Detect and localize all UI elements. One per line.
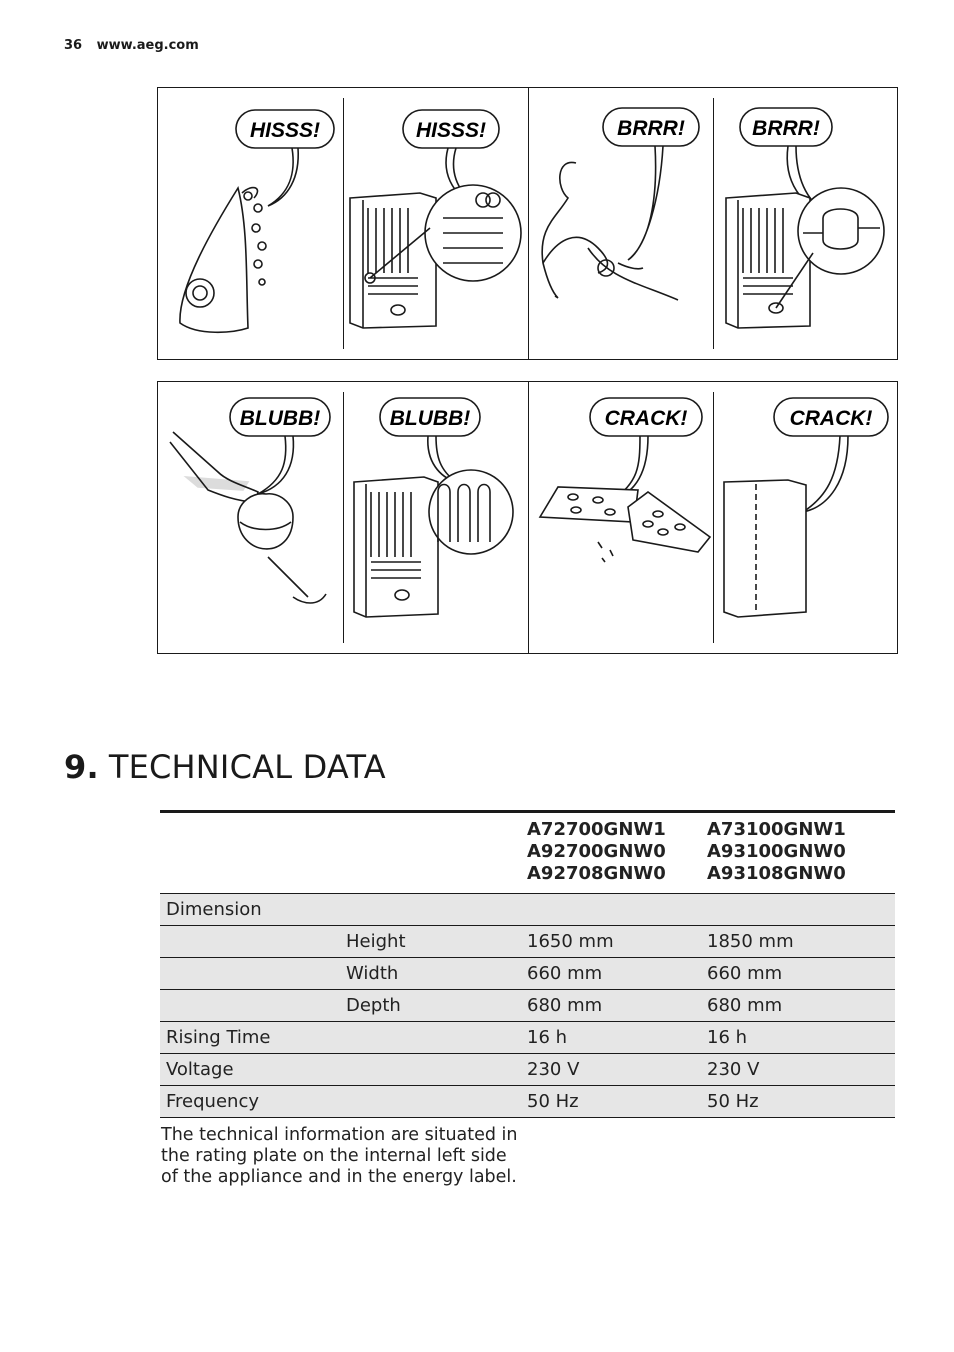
bubble-crack-2: CRACK! <box>789 407 873 430</box>
table-row <box>160 990 895 1022</box>
row-value-2 <box>701 894 895 926</box>
model-name: A92708GNW0 <box>527 863 666 884</box>
row-value-2: 230 V <box>701 1054 895 1086</box>
row-value-2: 1850 mm <box>701 926 895 958</box>
row-label: Voltage <box>160 1054 340 1086</box>
row-value-2: 16 h <box>701 1022 895 1054</box>
header-empty-cell <box>340 812 521 894</box>
table-row <box>160 1054 895 1086</box>
section-number: 9. <box>64 748 99 786</box>
noise-illustration-svg-2 <box>158 382 899 655</box>
row-label: Frequency <box>160 1086 340 1118</box>
bubble-hisss-2: HISSS! <box>415 119 487 142</box>
bubble-blubb-2: BLUBB! <box>389 407 471 430</box>
noise-illustrations-row-2 <box>157 381 898 654</box>
bubble-brrr-2: BRRR! <box>752 117 820 140</box>
header-models-col-3 <box>521 812 701 894</box>
bubble-brrr-1: BRRR! <box>617 117 685 140</box>
technical-info-note: The technical information are situated in the rating plate on the internal left side of the appliance and in the energy label. <box>161 1125 518 1187</box>
header-models-col-4 <box>701 812 895 894</box>
noise-illustrations-row-1 <box>157 87 898 360</box>
row-label: Rising Time <box>160 1022 340 1054</box>
model-name: A92700GNW0 <box>527 841 666 862</box>
section-title: TECHNICAL DATA <box>108 748 386 786</box>
table-row <box>160 894 895 926</box>
section-heading <box>64 748 386 786</box>
table-row <box>160 958 895 990</box>
row-value-1: 16 h <box>521 1022 701 1054</box>
row-label <box>160 990 340 1022</box>
row-sublabel <box>340 1022 521 1054</box>
bubble-hisss-1: HISSS! <box>249 119 321 142</box>
table-row <box>160 1022 895 1054</box>
page-number: 36 <box>64 38 83 53</box>
row-value-1: 1650 mm <box>521 926 701 958</box>
row-sublabel: Height <box>340 926 521 958</box>
row-sublabel <box>340 1086 521 1118</box>
row-value-2: 660 mm <box>701 958 895 990</box>
noise-illustration-svg-1 <box>158 88 899 361</box>
model-name: A73100GNW1 <box>707 819 846 840</box>
row-label: Dimension <box>160 894 340 926</box>
model-name: A93100GNW0 <box>707 841 846 862</box>
row-label <box>160 958 340 990</box>
model-name: A93108GNW0 <box>707 863 846 884</box>
model-name: A72700GNW1 <box>527 819 666 840</box>
table-header-row <box>160 812 895 894</box>
table-row <box>160 1086 895 1118</box>
row-label <box>160 926 340 958</box>
row-sublabel <box>340 894 521 926</box>
technical-data-table <box>160 810 895 1118</box>
row-sublabel: Depth <box>340 990 521 1022</box>
row-value-1 <box>521 894 701 926</box>
table-row <box>160 926 895 958</box>
page-header <box>64 38 199 53</box>
header-empty-cell <box>160 812 340 894</box>
row-sublabel: Width <box>340 958 521 990</box>
row-value-2: 680 mm <box>701 990 895 1022</box>
website-link[interactable]: www.aeg.com <box>96 38 199 53</box>
bubble-blubb-1: BLUBB! <box>239 407 321 430</box>
bubble-crack-1: CRACK! <box>604 407 688 430</box>
row-sublabel <box>340 1054 521 1086</box>
row-value-1: 680 mm <box>521 990 701 1022</box>
row-value-2: 50 Hz <box>701 1086 895 1118</box>
row-value-1: 660 mm <box>521 958 701 990</box>
row-value-1: 50 Hz <box>521 1086 701 1118</box>
row-value-1: 230 V <box>521 1054 701 1086</box>
